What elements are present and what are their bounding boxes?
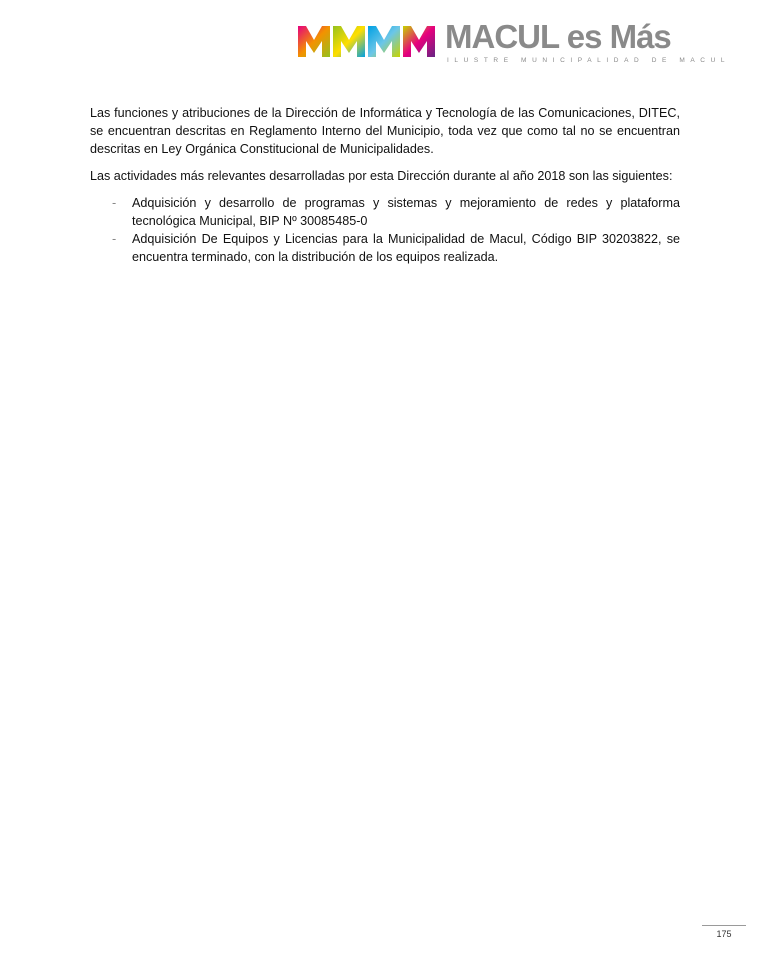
footer-divider: [702, 925, 746, 926]
document-body: [90, 104, 680, 266]
intro-paragraph: Las funciones y atribuciones de la Dirección de Informática y Tecnología de las Comunicaciones, DITEC, se encuentran descritas en Reglamento Interno del Municipio, toda vez que como tal no se encuentran descritas en Ley Orgánica Constitucional de Municipalidades.: [90, 106, 680, 156]
page-number: 175: [716, 929, 732, 939]
list-bullet: -: [112, 196, 117, 210]
list-item-text: Adquisición De Equipos y Licencias para la Municipalidad de Macul, Código BIP 30203822, se encuentra terminado, con la distribución de los equipos realizada.: [132, 232, 680, 264]
list-bullet: -: [112, 232, 117, 246]
list-item: [90, 194, 680, 230]
activities-paragraph: Las actividades más relevantes desarrolladas por esta Dirección durante al año 2018 son las siguientes:: [90, 169, 673, 183]
list-item: [90, 230, 680, 266]
logo-wordmark: MACUL es Más: [445, 18, 671, 55]
list-item-text: Adquisición y desarrollo de programas y sistemas y mejoramiento de redes y plataforma tecnológica Municipal, BIP Nº 30085485-0: [132, 196, 680, 228]
activities-list: [90, 194, 680, 266]
mmmm-logo-mark-icon: [297, 24, 437, 58]
macul-logo: [297, 18, 731, 68]
logo-subtitle: ILUSTRE MUNICIPALIDAD DE MACUL: [447, 57, 731, 64]
